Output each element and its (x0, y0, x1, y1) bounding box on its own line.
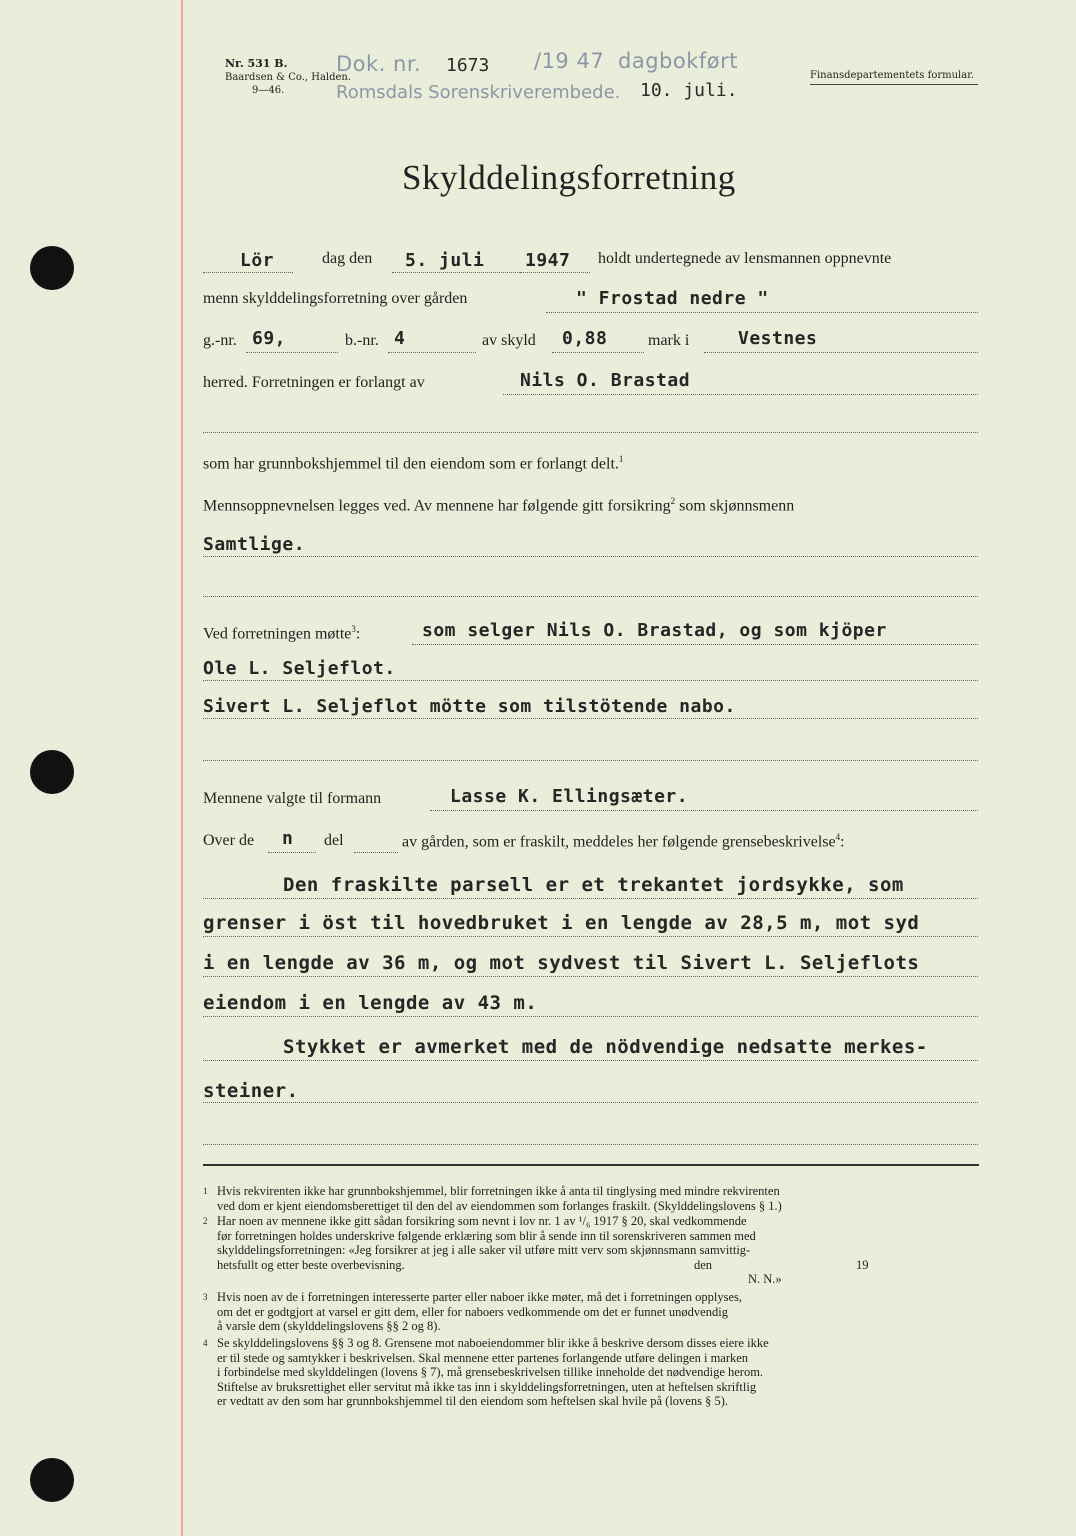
mark-label: mark i (648, 332, 690, 349)
footnote-year-label: 19 (856, 1258, 869, 1272)
gnr-value: 69, (252, 328, 287, 349)
date-value: 5. juli (405, 250, 485, 271)
motte-line2: Ole L. Seljeflot. (203, 658, 396, 679)
print-date: 9—46. (252, 85, 285, 96)
printer: Baardsen & Co., Halden. (225, 72, 352, 83)
assurance-value: Samtlige. (203, 534, 306, 555)
footnote-signature: N. N.» (748, 1272, 782, 1286)
menn-text: menn skylddelingsforretning over gården (203, 290, 468, 307)
form-number: Nr. 531 B. (225, 57, 288, 70)
stamp-office: Romsdals Sorenskriverembede. (336, 82, 621, 103)
gard-text: av gården, som er fraskilt, meddeles her følgende grensebeskrivelse$^4$: (402, 832, 845, 851)
punch-hole (30, 246, 74, 290)
bnr-value: 4 (394, 328, 406, 349)
stamp-year: /19 47 (534, 49, 605, 73)
mennsopp-text: Mennsoppnevnelsen legges ved. Av mennene har følgende gitt forsikring$^2$ som skjønnsmenn (203, 496, 795, 515)
motte-line3: Sivert L. Seljeflot mötte som tilstötende nabo. (203, 696, 736, 717)
description-line: Stykket er avmerket med de nödvendige nedsatte merkes- (283, 1036, 928, 1058)
year-value: 1947 (525, 250, 571, 271)
margin-line (181, 0, 183, 1536)
footnote-separator (203, 1164, 979, 1166)
stamp-doc-number: 1673 (446, 55, 490, 76)
document-title: Skylddelingsforretning (402, 158, 736, 197)
requested-by-value: Nils O. Brastad (520, 370, 691, 391)
over-de-label: Over de (203, 832, 255, 849)
part-value: n (282, 828, 294, 849)
motte-line1: som selger Nils O. Brastad, og som kjöper (422, 620, 887, 641)
footnote-den-label: den (694, 1258, 713, 1272)
description-line: i en lengde av 36 m, og mot sydvest til Sivert L. Seljeflots (203, 952, 920, 974)
description-line: eiendom i en lengde av 43 m. (203, 992, 538, 1014)
del-label: del (324, 832, 344, 849)
motte-label: Ved forretningen møtte$^3$: (203, 624, 361, 643)
description-line: grenser i öst til hovedbruket i en lengde av 28,5 m, mot syd (203, 912, 920, 934)
footnote: 4 Se skylddelingslovens §§ 3 og 8. Grensene mot naboeiendommer blir ikke å beskrive dersom disses eiere ikke er til stede og samtykker i beskrivelsen. Skal mennene etter partenes forlangende utføre delingen i marken i forbindelse med skylddelingen (lovens § 7), må grensebeskrivelsen tillike inneholde det nødvendige herom. Stiftelse av bruksrettighet eller servitut må ikke tas inn i skylddelingsforretningen, uten at heftelsen skriftlig er vedtatt av den som har grunnbokshjemmel til den eiendom som heftelsen skal hvile på (lovens § 5). (203, 1336, 769, 1409)
farm-name-value: " Frostad nedre " (576, 288, 769, 309)
skyld-value: 0,88 (562, 328, 608, 349)
skyld-label: av skyld (482, 332, 536, 349)
dag-den-label: dag den (322, 250, 373, 267)
stamp-dagbokfort: dagbokført (618, 49, 738, 73)
grunnbok-text: som har grunnbokshjemmel til den eiendom som er forlangt delt.$^1$ (203, 454, 624, 473)
punch-hole (30, 1458, 74, 1502)
description-line: Den fraskilte parsell er et trekantet jordsykke, som (283, 874, 904, 896)
stamp-date: 10. juli. (640, 80, 738, 101)
form-origin-underline (810, 84, 978, 85)
herred-text: herred. Forretningen er forlangt av (203, 374, 425, 391)
punch-hole (30, 750, 74, 794)
form-origin: Finansdepartementets formular. (810, 70, 975, 81)
footnote: 2 Har noen av mennene ikke gitt sådan forsikring som nevnt i lov nr. 1 av ¹/₆ 1917 § 20, skal vedkommende før forretningen holdes underskrive følgende erklæring som blir å sende inn til sorenskriveren sammen med skylddelingsforretningen: «Jeg forsikrer at jeg i alle saker vil utføre mitt verv som skjønnsmann samvittig- hetsfullt og etter beste overbevisning. (203, 1214, 756, 1272)
footnote: 3 Hvis noen av de i forretningen interesserte parter eller naboer ikke møter, må det i forretningen opplyses, om det er godtgjort at varsel er gitt dem, eller for naboers vedkommende om det er funnet unødvendig å varsle dem (skylddelingslovens §§ 2 og 8). (203, 1290, 743, 1334)
description-line: steiner. (203, 1080, 299, 1102)
gnr-label: g.-nr. (203, 332, 237, 349)
formann-label: Mennene valgte til formann (203, 790, 382, 807)
stamp-doc-label: Dok. nr. (336, 52, 422, 76)
formann-value: Lasse K. Ellingsæter. (450, 786, 689, 807)
bnr-label: b.-nr. (345, 332, 379, 349)
footnote: 1 Hvis rekvirenten ikke har grunnbokshjemmel, blir forretningen ikke å anta til tinglysing med mindre rekvirenten ved dom er kjent eiendomsberettiget til den del av eiendommen som forlanges fraskilt. (Skylddelingslovens § 1.) (203, 1184, 782, 1213)
holdt-text: holdt undertegnede av lensmannen oppnevnte (598, 250, 892, 267)
municipality-value: Vestnes (738, 328, 818, 349)
weekday-value: Lör (240, 250, 275, 271)
